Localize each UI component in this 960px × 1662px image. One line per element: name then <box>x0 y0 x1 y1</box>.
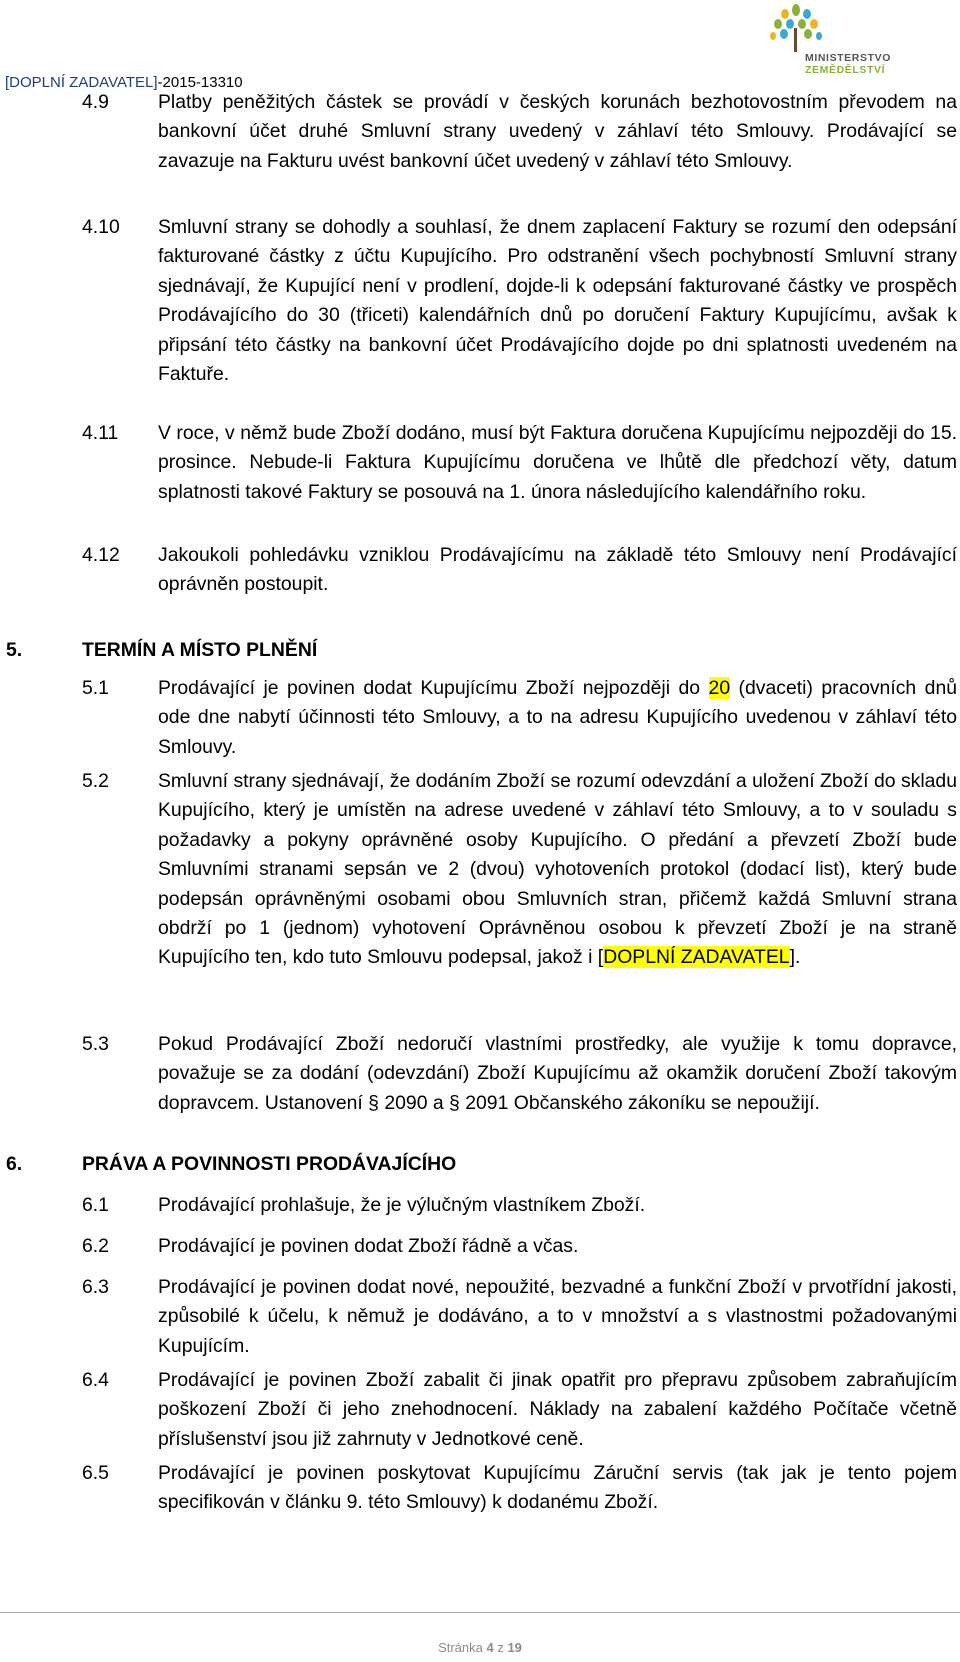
page-number <box>0 1640 960 1655</box>
highlighted-placeholder: 20 <box>708 677 731 699</box>
total-pages: 19 <box>507 1640 522 1655</box>
section-title: PRÁVA A POVINNOSTI PRODÁVAJÍCÍHO <box>82 1153 457 1175</box>
section-number: 5. <box>6 639 23 661</box>
clause-text: Prodávající je povinen Zboží zabalit či jinak opatřit pro přepravu způsobem zabraňujícím poškození Zboží či jeho znehodnocení. Náklady na zabalení každého Počítače včetně příslušenství jsou již zahrnuty v Jednotkové ceně. <box>158 1369 957 1450</box>
clause-4-10 <box>82 213 957 389</box>
ministry-name-part1: MINISTERSTVO <box>805 52 891 64</box>
clause-text-part: (dvaceti) pracovních dnů ode dne nabytí účinnosti této Smlouvy, a to na adresu Kupujícího uvedenou v záhlaví této Smlouvy. <box>158 677 958 758</box>
clause-text: Prodávající je povinen dodat Zboží řádně a včas. <box>158 1235 579 1257</box>
clause-6-1 <box>82 1191 957 1220</box>
section-heading-6 <box>6 1150 456 1179</box>
document-code-placeholder: [DOPLNÍ ZADAVATEL] <box>5 74 158 91</box>
clause-number: 5.2 <box>82 770 109 792</box>
clause-text-part: Smluvní strany sjednávají, že dodáním Zboží se rozumí odevzdání a uložení Zboží do skladu Kupujícího, který je umístěn na adrese uvedené v záhlaví této Smlouvy, a to v souladu s požadavky a pokyny oprávněné osoby Kupujícího. O předání a převzetí Zboží bude Smluvními stranami sepsán ve 2 (dvou) vyhotoveních protokol (dodací list), který bude podepsán oprávněnými osobami obou Smluvních stran, přičemž každá Smluvní strana obdrží po 1 (jednom) vyhotovení Oprávněnou osobou k převzetí Zboží je na straně Kupujícího ten, kdo tuto Smlouvu podepsal, jakož i [ <box>158 770 957 969</box>
clause-text-part: Prodávající je povinen dodat Kupujícímu Zboží nejpozději do <box>158 677 709 699</box>
clause-number: 6.4 <box>82 1369 109 1391</box>
clause-text: Jakoukoli pohledávku vzniklou Prodávajícímu na základě této Smlouvy není Prodávající oprávněn postoupit. <box>158 544 957 596</box>
clause-text <box>158 767 957 973</box>
clause-text <box>158 674 957 762</box>
ministry-name <box>805 52 960 76</box>
clause-text: V roce, v němž bude Zboží dodáno, musí být Faktura doručena Kupujícímu nejpozději do 15. prosince. Nebude-li Faktura Kupujícímu doručena ve lhůtě dle předchozí věty, datum splatnosti takové Faktury se posouvá na 1. února následujícího kalendářního roku. <box>158 422 957 503</box>
clause-text-part: ]. <box>789 946 801 969</box>
section-heading-5 <box>6 636 317 665</box>
clause-number: 4.11 <box>82 422 119 444</box>
page-label: Stránka <box>438 1640 487 1655</box>
clause-4-12 <box>82 541 957 600</box>
clause-text: Platby peněžitých částek se provádí v českých korunách bezhotovostním převodem na bankovní účet druhé Smluvní strany uvedený v záhlaví této Smlouvy. Prodávající se zavazuje na Fakturu uvést bankovní účet uvedený v záhlaví této Smlouvy. <box>158 91 957 172</box>
clause-text: Smluvní strany se dohodly a souhlasí, že dnem zaplacení Faktury se rozumí den odepsání fakturované částky z účtu Kupujícího. Pro odstranění všech pochybností Smluvní strany sjednávají, že Kupující není v prodlení, dojde-li k odepsání fakturované částky ve prospěch Prodávajícího do 30 (třiceti) kalendářních dnů po doručení Faktury Kupujícímu, avšak k připsání této částky na bankovní účet Prodávajícího dojde po dni splatnosti uvedeném na Faktuře. <box>158 216 957 386</box>
clause-number: 6.3 <box>82 1276 109 1298</box>
ministry-name-part2: ZEMĚDĚLSTVÍ <box>805 64 886 76</box>
document-code-number: -2015-13310 <box>157 74 243 91</box>
section-number: 6. <box>6 1153 23 1175</box>
section-title: TERMÍN A MÍSTO PLNĚNÍ <box>82 639 318 661</box>
clause-number: 6.2 <box>82 1235 109 1257</box>
clause-text: Prodávající je povinen dodat nové, nepoužité, bezvadné a funkční Zboží v prvotřídní jakosti, způsobilé k účelu, k němuž je dodáváno, a to v množství a s vlastnostmi požadovanými Kupujícím. <box>158 1276 957 1357</box>
footer-divider <box>0 1612 960 1613</box>
clause-number: 4.9 <box>82 91 109 113</box>
clause-number: 4.12 <box>82 544 120 566</box>
clause-4-11 <box>82 419 957 507</box>
clause-number: 5.1 <box>82 677 109 699</box>
clause-number: 6.5 <box>82 1462 109 1484</box>
clause-number: 4.10 <box>82 216 120 238</box>
clause-number: 5.3 <box>82 1033 109 1055</box>
clause-text: Pokud Prodávající Zboží nedoručí vlastními prostředky, ale využije k tomu dopravce, považuje se za dodání (odevzdání) Zboží Kupujícímu až okamžik doručení Zboží takovým dopravcem. Ustanovení § 2090 a § 2091 Občanského zákoníku se nepoužijí. <box>158 1033 957 1114</box>
page-separator: z <box>493 1640 508 1655</box>
current-page: 4 <box>486 1640 494 1655</box>
clause-6-4 <box>82 1366 957 1454</box>
clause-5-2 <box>82 767 957 973</box>
clause-text: Prodávající je povinen poskytovat Kupujícímu Záruční servis (tak jak je tento pojem specifikován v článku 9. této Smlouvy) k dodanému Zboží. <box>158 1462 957 1514</box>
clause-text: Prodávající prohlašuje, že je výlučným vlastníkem Zboží. <box>158 1194 646 1216</box>
highlighted-placeholder: DOPLNÍ ZADAVATEL <box>603 946 790 969</box>
clause-6-3 <box>82 1273 957 1361</box>
clause-6-5 <box>82 1459 957 1518</box>
clause-5-3 <box>82 1030 957 1118</box>
clause-number: 6.1 <box>82 1194 109 1216</box>
clause-6-2 <box>82 1232 957 1261</box>
clause-5-1 <box>82 674 957 762</box>
clause-4-9 <box>82 88 957 176</box>
